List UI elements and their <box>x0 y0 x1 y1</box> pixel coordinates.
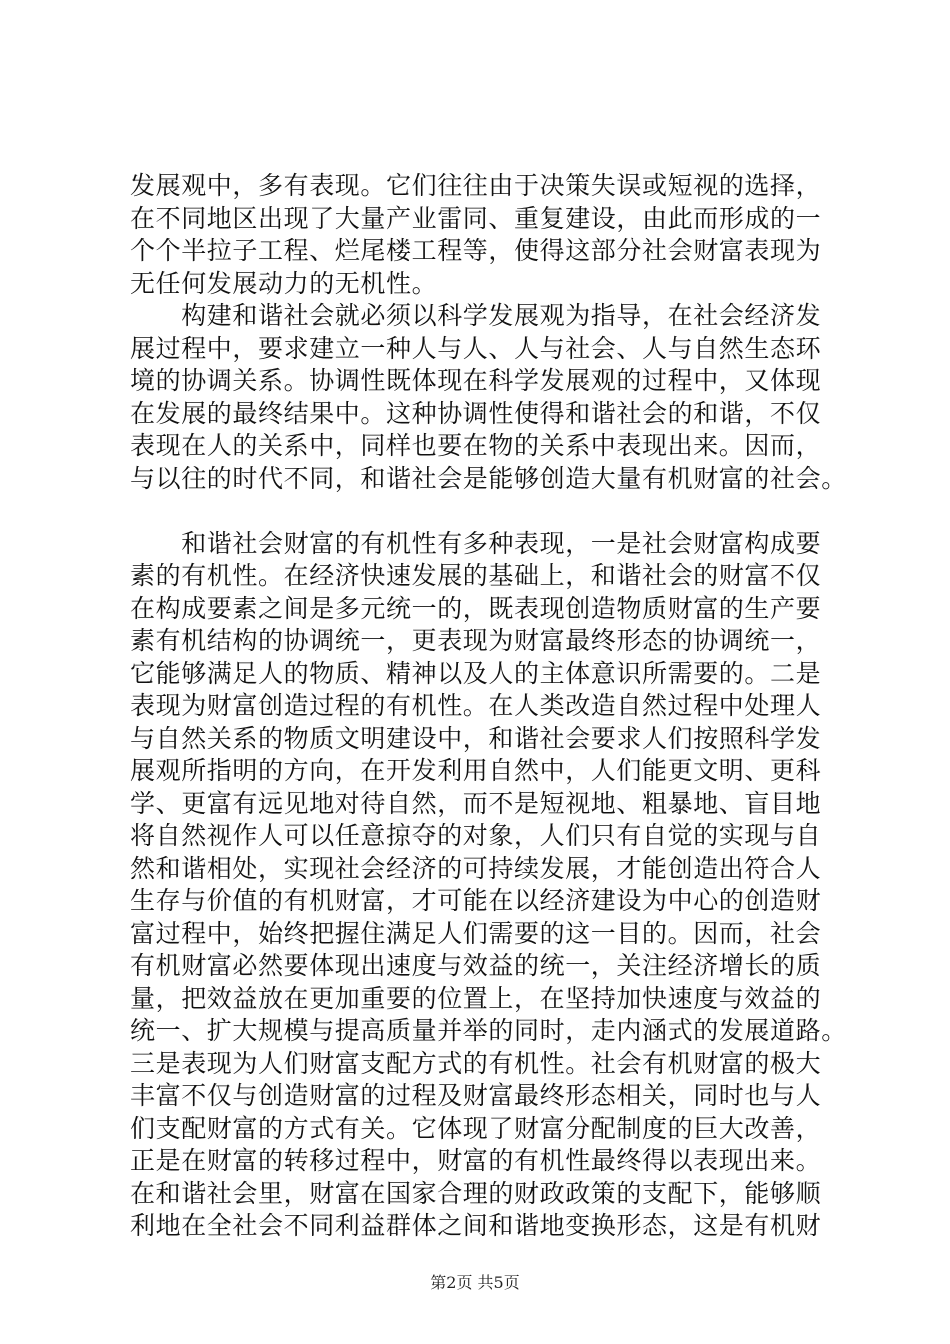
document-body <box>130 170 847 1243</box>
text-line: 统一、扩大规模与提高质量并举的同时，走内涵式的发展道路。 <box>130 1016 847 1045</box>
text-line: 将自然视作人可以任意掠夺的对象，人们只有自觉的实现与自 <box>130 821 822 850</box>
text-line: 与以往的时代不同，和谐社会是能够创造大量有机财富的社会。 <box>130 463 847 493</box>
text-line: 在不同地区出现了大量产业雷同、重复建设，由此而形成的一 <box>130 203 822 233</box>
text-line: 表现为财富创造过程的有机性。在人类改造自然过程中处理人 <box>130 691 822 720</box>
text-line: 丰富不仅与创造财富的过程及财富最终形态相关，同时也与人 <box>130 1081 822 1110</box>
text-line: 展过程中，要求建立一种人与人、人与社会、人与自然生态环 <box>130 333 822 363</box>
page-number-footer: 第2页 共5页 <box>430 1273 520 1292</box>
text-line: 有机财富必然要体现出速度与效益的统一，关注经济增长的质 <box>130 951 822 980</box>
text-line: 然和谐相处，实现社会经济的可持续发展，才能创造出符合人 <box>130 853 822 883</box>
text-line: 素有机结构的协调统一，更表现为财富最终形态的协调统一， <box>130 626 822 655</box>
text-line: 个个半拉子工程、烂尾楼工程等，使得这部分社会财富表现为 <box>130 236 822 265</box>
text-line: 境的协调关系。协调性既体现在科学发展观的过程中，又体现 <box>130 366 822 395</box>
text-line: 富过程中，始终把握住满足人们需要的这一目的。因而，社会 <box>130 918 822 948</box>
text-line: 构建和谐社会就必须以科学发展观为指导，在社会经济发 <box>130 301 822 330</box>
text-line: 们支配财富的方式有关。它体现了财富分配制度的巨大改善， <box>130 1113 822 1143</box>
text-line: 学、更富有远见地对待自然，而不是短视地、粗暴地、盲目地 <box>130 788 822 818</box>
text-line: 与自然关系的物质文明建设中，和谐社会要求人们按照科学发 <box>130 723 822 753</box>
text-line: 它能够满足人的物质、精神以及人的主体意识所需要的。二是 <box>130 658 822 688</box>
text-line: 三是表现为人们财富支配方式的有机性。社会有机财富的极大 <box>130 1048 822 1078</box>
text-line: 和谐社会财富的有机性有多种表现，一是社会财富构成要 <box>130 528 822 558</box>
text-line: 在构成要素之间是多元统一的，既表现创造物质财富的生产要 <box>130 593 822 623</box>
paragraph-gap <box>130 495 830 528</box>
text-line: 生存与价值的有机财富，才可能在以经济建设为中心的创造财 <box>130 886 822 915</box>
text-line: 素的有机性。在经济快速发展的基础上，和谐社会的财富不仅 <box>130 561 822 590</box>
text-line: 发展观中，多有表现。它们往往由于决策失误或短视的选择， <box>130 171 822 200</box>
text-line: 展观所指明的方向，在开发利用自然中，人们能更文明、更科 <box>130 756 822 785</box>
text-line: 在和谐社会里，财富在国家合理的财政政策的支配下，能够顺 <box>130 1178 822 1208</box>
text-line: 无任何发展动力的无机性。 <box>130 268 438 298</box>
text-line: 利地在全社会不同利益群体之间和谐地变换形态，这是有机财 <box>130 1211 822 1240</box>
text-line: 表现在人的关系中，同样也要在物的关系中表现出来。因而， <box>130 431 822 460</box>
text-line: 正是在财富的转移过程中，财富的有机性最终得以表现出来。 <box>130 1146 822 1175</box>
text-line: 在发展的最终结果中。这种协调性使得和谐社会的和谐，不仅 <box>130 398 822 428</box>
text-line: 量，把效益放在更加重要的位置上，在坚持加快速度与效益的 <box>130 983 822 1013</box>
